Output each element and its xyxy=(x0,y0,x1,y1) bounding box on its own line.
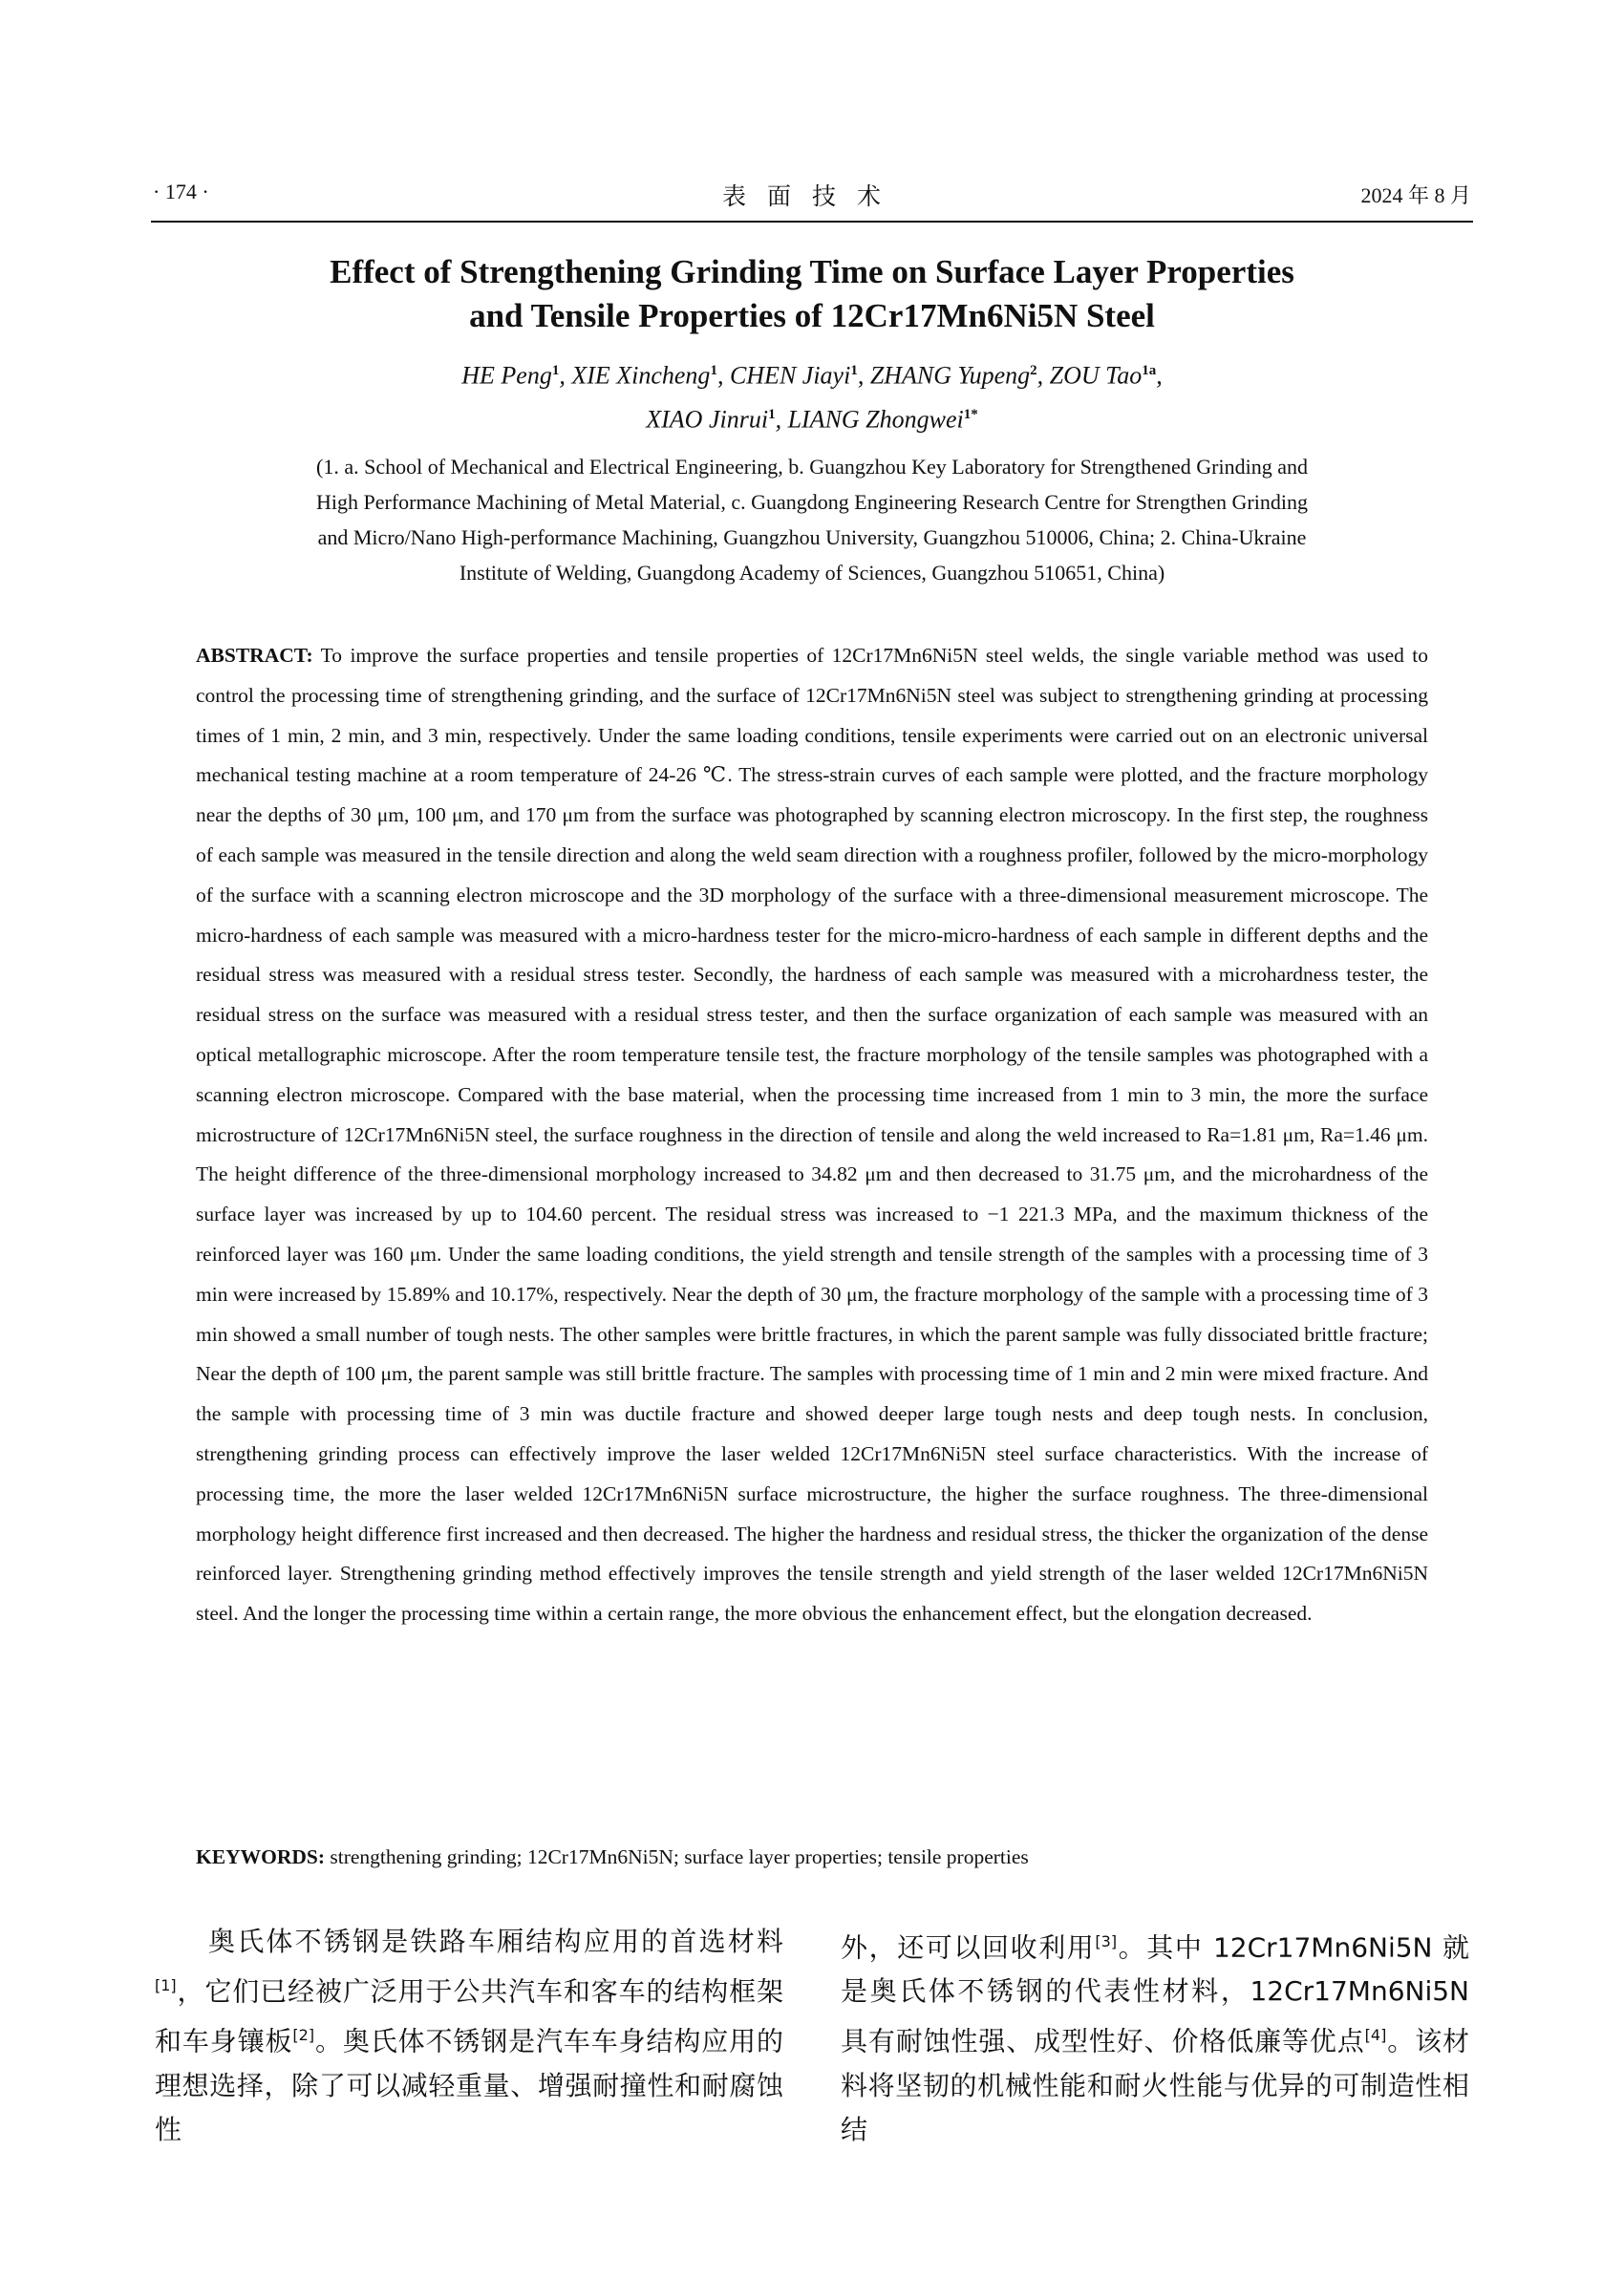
journal-name: 表面技术 xyxy=(721,184,902,210)
author-name: XIAO Jinrui xyxy=(646,405,769,434)
author-line-1: HE Peng$^1$, XIE Xincheng$^1$, CHEN Jiayi$^1$, ZHANG Yupeng$^2$, ZOU Tao$^{1a}$, xyxy=(461,361,1163,390)
citation-ref: [2] xyxy=(292,2026,315,2045)
author-sup: 1 xyxy=(850,363,858,378)
author-sup: 1* xyxy=(963,406,978,422)
author-line-2: XIAO Jinrui$^1$, LIANG Zhongwei$^{1*}$ xyxy=(646,405,978,434)
author-name: HE Peng xyxy=(461,361,552,390)
body-text: ，它们已经被广泛用于公共汽车和客车的结构框架和车身镶板 xyxy=(155,1975,783,2057)
author-sup: 1 xyxy=(768,406,776,422)
body-text: 奥氏体不锈钢是铁路车厢结构应用的首选材料 xyxy=(208,1926,783,1957)
body-text: 。奥氏体不锈钢是汽车车身结构应用的理想选择，除了可以减轻重量、增强耐撞性和耐腐蚀性 xyxy=(155,2025,783,2145)
citation-ref: [4] xyxy=(1364,2026,1387,2045)
header-rule xyxy=(151,221,1473,223)
author-name: ZOU Tao xyxy=(1049,361,1143,390)
issue-date: 2024 年 8 月 xyxy=(1360,183,1471,207)
abstract-label: ABSTRACT: xyxy=(196,644,313,667)
page-number: · 174 · xyxy=(153,180,209,203)
author-sup: 1 xyxy=(551,363,560,378)
author-list xyxy=(191,352,1433,438)
affiliation-line: (1. a. School of Mechanical and Electrical Engineering, b. Guangzhou Key Laboratory for Strengthened Grinding and xyxy=(316,455,1308,479)
paper-title xyxy=(191,250,1433,338)
affiliation-line: Institute of Welding, Guangdong Academy of Sciences, Guangzhou 510651, China) xyxy=(459,561,1165,585)
body-column-right xyxy=(841,1920,1469,2152)
keywords-label: KEYWORDS: xyxy=(196,1845,325,1868)
keywords-text: strengthening grinding; 12Cr17Mn6Ni5N; surface layer properties; tensile properties xyxy=(330,1845,1029,1868)
body-text: 。其中 12Cr17Mn6Ni5N 就是奥氏体不锈钢的代表性材料，12Cr17Mn6Ni5N 具有耐蚀性强、成型性好、价格低廉等优点 xyxy=(841,1931,1469,2057)
author-sup: 2 xyxy=(1030,363,1037,378)
body-text: 。该材料将坚韧的机械性能和耐火性能与优异的可制造性相结 xyxy=(841,2025,1469,2145)
keywords xyxy=(196,1838,1428,1876)
author-name: ZHANG Yupeng xyxy=(869,361,1031,390)
author-name: XIE Xincheng xyxy=(571,361,711,390)
affiliation-line: and Micro/Nano High-performance Machining, Guangzhou University, Guangzhou 510006, China; 2. China-Ukraine xyxy=(317,525,1307,549)
affiliation xyxy=(239,449,1385,590)
title-line-1: Effect of Strengthening Grinding Time on Surface Layer Properties xyxy=(330,253,1294,290)
author-name: CHEN Jiayi xyxy=(729,361,851,390)
body-text: 外，还可以回收利用 xyxy=(841,1931,1096,1964)
author-sup: 1a xyxy=(1142,363,1157,378)
citation-ref: [1] xyxy=(155,1976,177,1994)
affiliation-line: High Performance Machining of Metal Material, c. Guangdong Engineering Research Centre for Strengthen Grinding xyxy=(316,490,1308,514)
abstract-text: To improve the surface properties and tensile properties of 12Cr17Mn6Ni5N steel welds, the single variable method was used to control the processing time of strengthening grinding, and the surface of 12Cr17Mn6Ni5N steel was subject to strengthening grinding at processing times of 1 min, 2 min, and 3 min, respectively. Under the same loading conditions, tensile experiments were carried out on an electronic universal mechanical testing machine at a room temperature of 24-26 ℃. The stress-strain curves of each sample were plotted, and the fracture morphology near the depths of 30 μm, 100 μm, and 170 μm from the surface was photographed by scanning electron microscopy. In the first step, the roughness of each sample was measured in the tensile direction and along the weld seam direction with a roughness profiler, followed by the micro-morphology of the surface with a scanning electron microscope and the 3D morphology of the surface with a three-dimensional measurement microscope. The micro-hardness of each sample was measured with a micro-hardness tester for the micro-micro-hardness of each sample in different depths and the residual stress was measured with a residual stress tester. Secondly, the hardness of each sample was measured with a microhardness tester, the residual stress on the surface was measured with a residual stress tester, and then the surface organization of each sample was measured with an optical metallographic microscope. After the room temperature tensile test, the fracture morphology of the tensile samples was photographed with a scanning electron microscope. Compared with the base material, when the processing time increased from 1 min to 3 min, the more the surface microstructure of 12Cr17Mn6Ni5N steel, the surface roughness in the direction of tensile and along the weld increased to Ra=1.81 μm, Ra=1.46 μm. The height difference of the three-dimensional morphology increased to 34.82 μm and then decreased to 31.75 μm, and the microhardness of the surface layer was increased by up to 104.60 percent. The residual stress was increased to −1 221.3 MPa, and the maximum thickness of the reinforced layer was 160 μm. Under the same loading conditions, the yield strength and tensile strength of the samples with a processing time of 3 min were increased by 15.89% and 10.17%, respectively. Near the depth of 30 μm, the fracture morphology of the sample with a processing time of 3 min showed a small number of tough nests. The other samples were brittle fractures, in which the parent sample was fully dissociated brittle fracture; Near the depth of 100 μm, the parent sample was still brittle fracture. The samples with processing time of 1 min and 2 min were mixed fracture. And the sample with processing time of 3 min was ductile fracture and showed deeper large tough nests and deep tough nests. In conclusion, strengthening grinding process can effectively improve the laser welded 12Cr17Mn6Ni5N steel surface characteristics. With the increase of processing time, the more the laser welded 12Cr17Mn6Ni5N surface microstructure, the higher the surface roughness. The three-dimensional morphology height difference first increased and then decreased. The higher the hardness and residual stress, the thicker the organization of the dense reinforced layer. Strengthening grinding method effectively improves the tensile strength and yield strength of the laser welded 12Cr17Mn6Ni5N steel. And the longer the processing time within a certain range, the more obvious the enhancement effect, but the elongation decreased. xyxy=(196,644,1428,1626)
title-line-2: and Tensile Properties of 12Cr17Mn6Ni5N Steel xyxy=(469,297,1155,334)
author-sup: 1 xyxy=(710,363,717,378)
body-column-left xyxy=(155,1920,783,2152)
abstract xyxy=(196,636,1428,1634)
author-name: LIANG Zhongwei xyxy=(787,405,964,434)
citation-ref: [3] xyxy=(1095,1932,1118,1950)
